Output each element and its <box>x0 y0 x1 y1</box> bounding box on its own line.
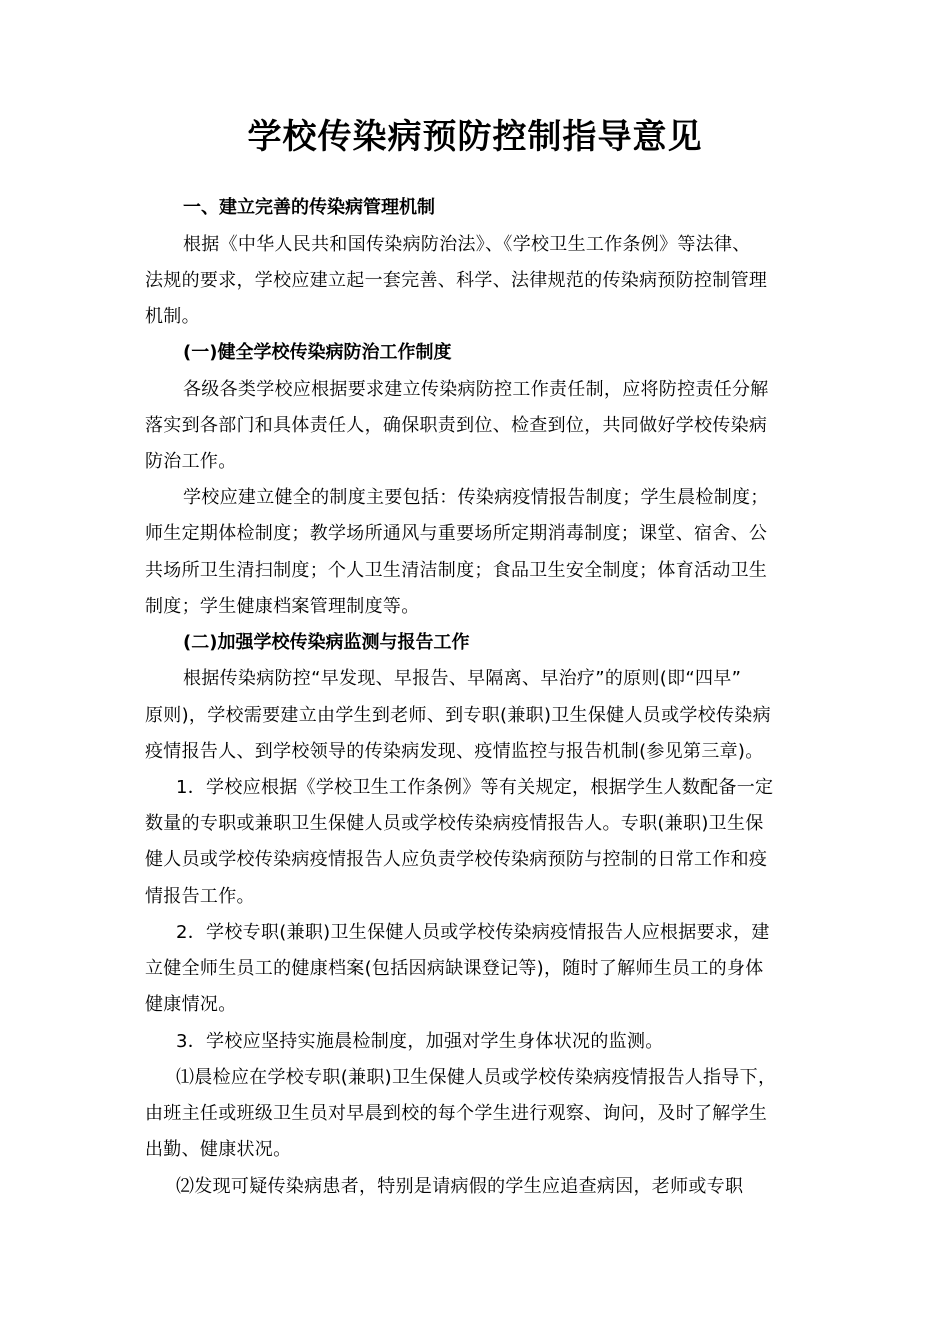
paragraph-line: 机制。 <box>145 306 200 327</box>
numbered-item-line: 3．学校应坚持实施晨检制度，加强对学生身体状况的监测。 <box>176 1031 664 1052</box>
paragraph-line: 原则)，学校需要建立由学生到老师、到专职(兼职)卫生保健人员或学校传染病 <box>145 705 771 726</box>
paragraph-line: 出勤、健康状况。 <box>145 1139 292 1160</box>
paragraph-line: 数量的专职或兼职卫生保健人员或学校传染病疫情报告人。专职(兼职)卫生保 <box>145 813 764 834</box>
paragraph-line: 防治工作。 <box>145 451 237 472</box>
paragraph-line: 立健全师生员工的健康档案(包括因病缺课登记等)，随时了解师生员工的身体 <box>145 958 764 979</box>
paragraph-line: 共场所卫生清扫制度；个人卫生清洁制度；食品卫生安全制度；体育活动卫生 <box>145 560 768 581</box>
document-title: 学校传染病预防控制指导意见 <box>247 117 703 157</box>
paragraph-line: 根据传染病防控“早发现、早报告、早隔离、早治疗”的原则(即“四早” <box>183 668 742 689</box>
subsection-heading-2: (二)加强学校传染病监测与报告工作 <box>183 632 470 653</box>
paragraph-line: 落实到各部门和具体责任人，确保职责到位、检查到位，共同做好学校传染病 <box>145 415 768 436</box>
paragraph-line: 师生定期体检制度；教学场所通风与重要场所定期消毒制度；课堂、宿舍、公 <box>145 523 768 544</box>
paragraph-line: 各级各类学校应根据要求建立传染病防控工作责任制，应将防控责任分解 <box>183 379 769 400</box>
numbered-item-line: 2．学校专职(兼职)卫生保健人员或学校传染病疫情报告人应根据要求，建 <box>176 922 770 943</box>
paragraph-line: 健康情况。 <box>145 994 237 1015</box>
section-heading-1: 一、建立完善的传染病管理机制 <box>183 197 435 218</box>
numbered-item-line: 1．学校应根据《学校卫生工作条例》等有关规定，根据学生人数配备一定 <box>176 777 774 798</box>
paragraph-line: 健人员或学校传染病疫情报告人应负责学校传染病预防与控制的日常工作和疫 <box>145 849 768 870</box>
numbered-item-line: ⑴晨检应在学校专职(兼职)卫生保健人员或学校传染病疫情报告人指导下， <box>176 1067 777 1088</box>
paragraph-line: 学校应建立健全的制度主要包括：传染病疫情报告制度；学生晨检制度； <box>183 487 769 508</box>
numbered-item-line: ⑵发现可疑传染病患者，特别是请病假的学生应追查病因，老师或专职 <box>176 1176 744 1197</box>
paragraph-line: 法规的要求，学校应建立起一套完善、科学、法律规范的传染病预防控制管理 <box>145 270 768 291</box>
paragraph-line: 情报告工作。 <box>145 886 255 907</box>
paragraph-line: 由班主任或班级卫生员对早晨到校的每个学生进行观察、询问，及时了解学生 <box>145 1103 768 1124</box>
paragraph-line: 制度；学生健康档案管理制度等。 <box>145 596 420 617</box>
paragraph-line: 疫情报告人、到学校领导的传染病发现、疫情监控与报告机制(参见第三章)。 <box>145 741 764 762</box>
subsection-heading-1: (一)健全学校传染病防治工作制度 <box>183 342 452 363</box>
paragraph-line: 根据《中华人民共和国传染病防治法》、《学校卫生工作条例》等法律、 <box>183 234 751 255</box>
